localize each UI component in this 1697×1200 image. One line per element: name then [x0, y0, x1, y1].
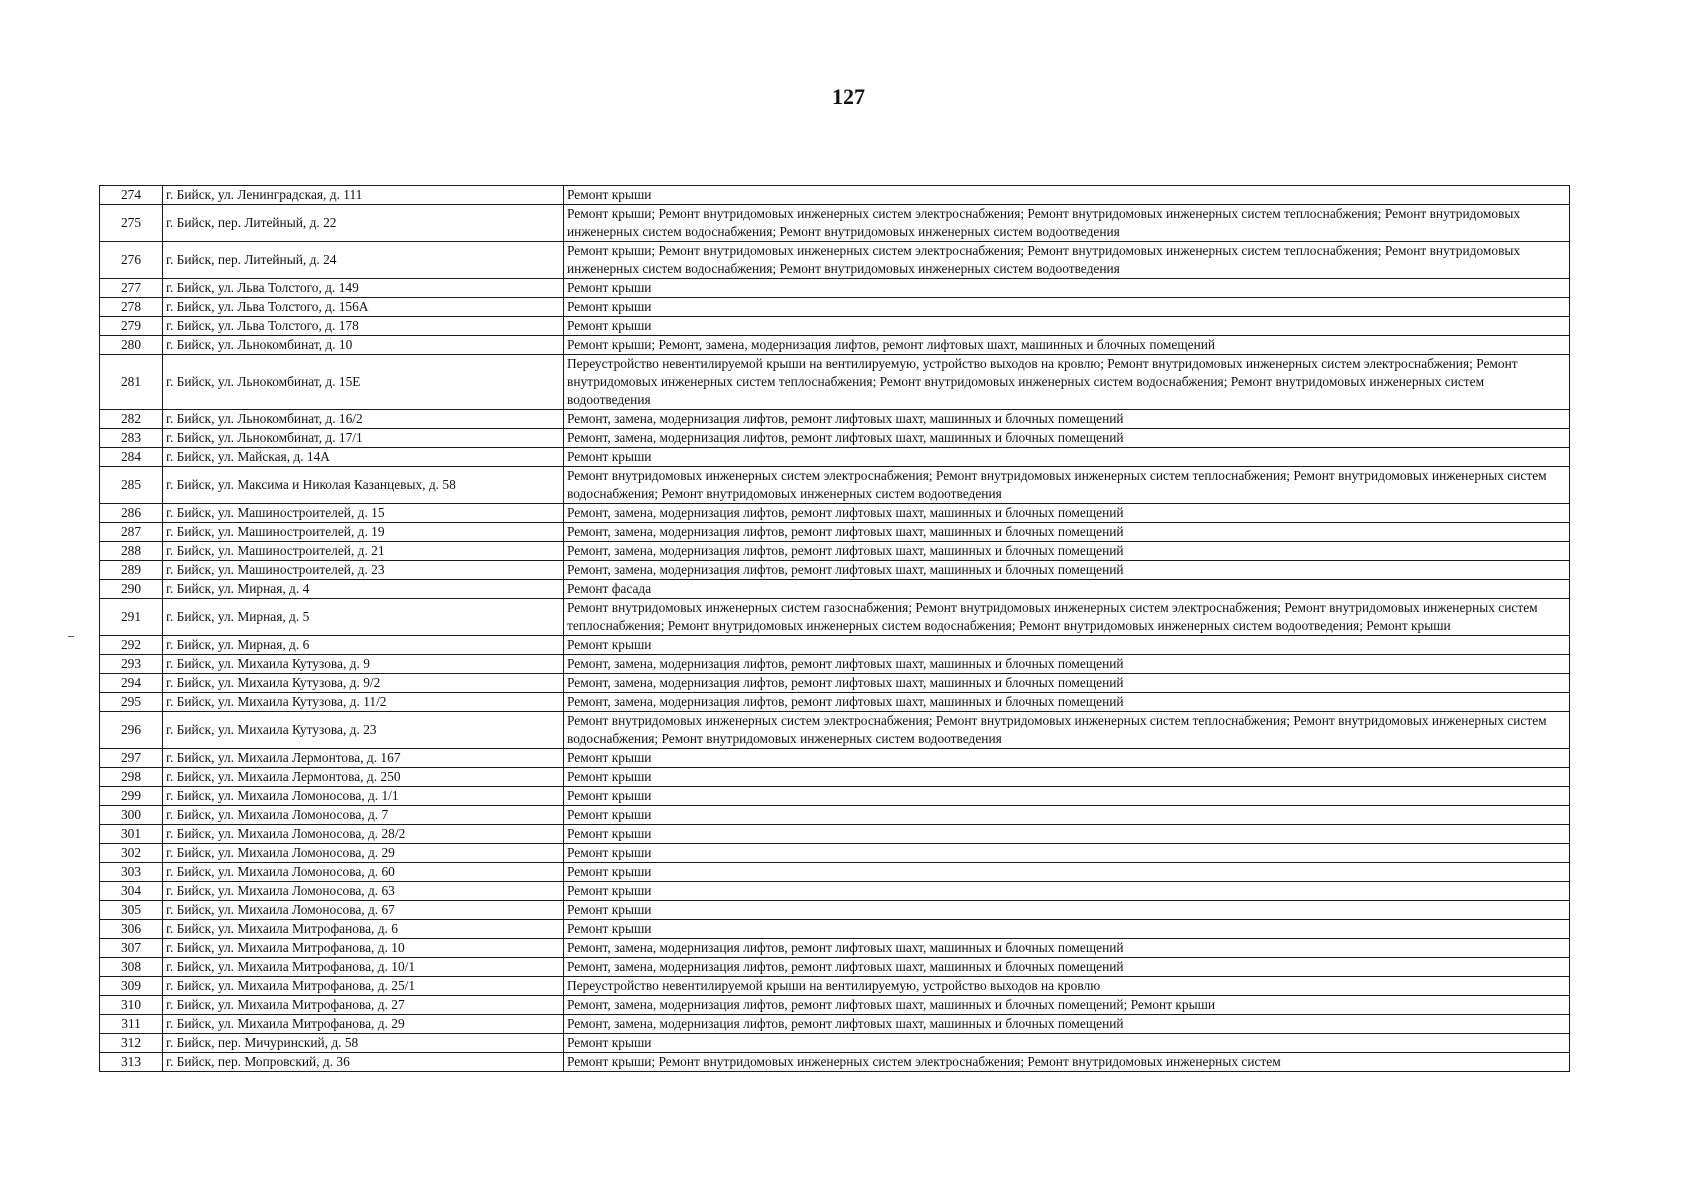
table-row: [100, 674, 1570, 693]
address-cell: г. Бийск, ул. Михаила Ломоносова, д. 67: [163, 901, 564, 920]
address-cell: г. Бийск, ул. Михаила Ломоносова, д. 28/2: [163, 825, 564, 844]
address-cell: г. Бийск, ул. Машиностроителей, д. 21: [163, 542, 564, 561]
page-number: 127: [832, 84, 865, 109]
row-number-cell: 312: [100, 1034, 163, 1053]
table-row: [100, 882, 1570, 901]
table-row: [100, 768, 1570, 787]
table-row: [100, 996, 1570, 1015]
works-cell: Ремонт, замена, модернизация лифтов, ремонт лифтовых шахт, машинных и блочных помещений: [564, 561, 1570, 580]
row-number-cell: 305: [100, 901, 163, 920]
table-row: [100, 787, 1570, 806]
address-cell: г. Бийск, ул. Машиностроителей, д. 19: [163, 523, 564, 542]
row-number-cell: 304: [100, 882, 163, 901]
address-cell: г. Бийск, ул. Михаила Ломоносова, д. 60: [163, 863, 564, 882]
row-number-cell: 281: [100, 355, 163, 410]
works-cell: Ремонт, замена, модернизация лифтов, ремонт лифтовых шахт, машинных и блочных помещений: [564, 693, 1570, 712]
row-number-cell: 303: [100, 863, 163, 882]
table-row: [100, 939, 1570, 958]
table-row: [100, 410, 1570, 429]
works-cell: Ремонт крыши: [564, 749, 1570, 768]
works-cell: Ремонт крыши; Ремонт внутридомовых инженерных систем электроснабжения; Ремонт внутридомовых инженерных систем теплоснабжения; Ремонт внутридомовых инженерных систем водоснабжения; Ремонт внутридомовых инженерных систем водоотведения: [564, 205, 1570, 242]
works-cell: Ремонт, замена, модернизация лифтов, ремонт лифтовых шахт, машинных и блочных помещений: [564, 429, 1570, 448]
row-number-cell: 287: [100, 523, 163, 542]
works-cell: Ремонт крыши: [564, 806, 1570, 825]
table-row: [100, 655, 1570, 674]
row-number-cell: 297: [100, 749, 163, 768]
row-number-cell: 308: [100, 958, 163, 977]
works-cell: Ремонт, замена, модернизация лифтов, ремонт лифтовых шахт, машинных и блочных помещений: [564, 542, 1570, 561]
table-row: [100, 920, 1570, 939]
table-row: [100, 336, 1570, 355]
address-cell: г. Бийск, ул. Мирная, д. 5: [163, 599, 564, 636]
row-number-cell: 307: [100, 939, 163, 958]
works-cell: Ремонт крыши: [564, 863, 1570, 882]
row-number-cell: 306: [100, 920, 163, 939]
row-number-cell: 292: [100, 636, 163, 655]
table-row: [100, 636, 1570, 655]
works-cell: Переустройство невентилируемой крыши на вентилируемую, устройство выходов на кровлю: [564, 977, 1570, 996]
row-number-cell: 301: [100, 825, 163, 844]
table-row: [100, 448, 1570, 467]
row-number-cell: 288: [100, 542, 163, 561]
works-cell: Ремонт крыши: [564, 844, 1570, 863]
address-cell: г. Бийск, ул. Льнокомбинат, д. 17/1: [163, 429, 564, 448]
works-cell: Переустройство невентилируемой крыши на вентилируемую, устройство выходов на кровлю; Ремонт внутридомовых инженерных систем электроснабжения; Ремонт внутридомовых инженерных систем теплоснабжения; Ремонт внутридомовых инженерных систем водоснабжения; Ремонт внутридомовых инженерных систем водоотведения: [564, 355, 1570, 410]
address-cell: г. Бийск, ул. Михаила Ломоносова, д. 63: [163, 882, 564, 901]
address-cell: г. Бийск, ул. Михаила Митрофанова, д. 29: [163, 1015, 564, 1034]
address-cell: г. Бийск, ул. Льва Толстого, д. 178: [163, 317, 564, 336]
address-cell: г. Бийск, ул. Машиностроителей, д. 23: [163, 561, 564, 580]
address-cell: г. Бийск, ул. Михаила Кутузова, д. 23: [163, 712, 564, 749]
address-cell: г. Бийск, ул. Михаила Митрофанова, д. 10/1: [163, 958, 564, 977]
row-number-cell: 309: [100, 977, 163, 996]
address-cell: г. Бийск, пер. Мопровский, д. 36: [163, 1053, 564, 1072]
row-number-cell: 300: [100, 806, 163, 825]
works-cell: Ремонт крыши: [564, 1034, 1570, 1053]
table-row: [100, 317, 1570, 336]
works-cell: Ремонт, замена, модернизация лифтов, ремонт лифтовых шахт, машинных и блочных помещений: [564, 504, 1570, 523]
works-cell: Ремонт крыши: [564, 787, 1570, 806]
table-row: [100, 806, 1570, 825]
table-row: [100, 561, 1570, 580]
scan-artifact-mark: [68, 636, 74, 637]
works-cell: Ремонт крыши: [564, 920, 1570, 939]
row-number-cell: 311: [100, 1015, 163, 1034]
address-cell: г. Бийск, ул. Машиностроителей, д. 15: [163, 504, 564, 523]
row-number-cell: 302: [100, 844, 163, 863]
works-cell: Ремонт крыши: [564, 279, 1570, 298]
table-row: [100, 542, 1570, 561]
works-cell: Ремонт, замена, модернизация лифтов, ремонт лифтовых шахт, машинных и блочных помещений: [564, 523, 1570, 542]
table-row: [100, 298, 1570, 317]
table-row: [100, 1053, 1570, 1072]
table-row: [100, 205, 1570, 242]
table-row: [100, 1034, 1570, 1053]
works-cell: Ремонт крыши: [564, 448, 1570, 467]
works-cell: Ремонт крыши: [564, 768, 1570, 787]
works-cell: Ремонт, замена, модернизация лифтов, ремонт лифтовых шахт, машинных и блочных помещений: [564, 410, 1570, 429]
works-cell: Ремонт, замена, модернизация лифтов, ремонт лифтовых шахт, машинных и блочных помещений: [564, 674, 1570, 693]
row-number-cell: 296: [100, 712, 163, 749]
address-cell: г. Бийск, пер. Литейный, д. 24: [163, 242, 564, 279]
row-number-cell: 274: [100, 186, 163, 205]
address-cell: г. Бийск, ул. Льва Толстого, д. 156А: [163, 298, 564, 317]
row-number-cell: 284: [100, 448, 163, 467]
works-cell: Ремонт крыши: [564, 317, 1570, 336]
works-cell: Ремонт внутридомовых инженерных систем электроснабжения; Ремонт внутридомовых инженерных систем теплоснабжения; Ремонт внутридомовых инженерных систем водоснабжения; Ремонт внутридомовых инженерных систем водоотведения: [564, 467, 1570, 504]
table-row: [100, 279, 1570, 298]
row-number-cell: 279: [100, 317, 163, 336]
table-row: [100, 693, 1570, 712]
row-number-cell: 275: [100, 205, 163, 242]
address-cell: г. Бийск, ул. Мирная, д. 4: [163, 580, 564, 599]
works-cell: Ремонт, замена, модернизация лифтов, ремонт лифтовых шахт, машинных и блочных помещений: [564, 1015, 1570, 1034]
row-number-cell: 310: [100, 996, 163, 1015]
table-row: [100, 467, 1570, 504]
address-cell: г. Бийск, ул. Ленинградская, д. 111: [163, 186, 564, 205]
works-cell: Ремонт внутридомовых инженерных систем электроснабжения; Ремонт внутридомовых инженерных систем теплоснабжения; Ремонт внутридомовых инженерных систем водоснабжения; Ремонт внутридомовых инженерных систем водоотведения: [564, 712, 1570, 749]
row-number-cell: 294: [100, 674, 163, 693]
table-row: [100, 712, 1570, 749]
table-row: [100, 977, 1570, 996]
table-row: [100, 580, 1570, 599]
address-cell: г. Бийск, ул. Михаила Лермонтова, д. 250: [163, 768, 564, 787]
address-cell: г. Бийск, ул. Михаила Ломоносова, д. 7: [163, 806, 564, 825]
table-row: [100, 844, 1570, 863]
table-row: [100, 1015, 1570, 1034]
works-cell: Ремонт крыши; Ремонт внутридомовых инженерных систем электроснабжения; Ремонт внутридомовых инженерных систем: [564, 1053, 1570, 1072]
address-cell: г. Бийск, ул. Майская, д. 14А: [163, 448, 564, 467]
row-number-cell: 280: [100, 336, 163, 355]
address-cell: г. Бийск, ул. Михаила Митрофанова, д. 25/1: [163, 977, 564, 996]
table-row: [100, 523, 1570, 542]
address-cell: г. Бийск, пер. Литейный, д. 22: [163, 205, 564, 242]
works-cell: Ремонт, замена, модернизация лифтов, ремонт лифтовых шахт, машинных и блочных помещений: [564, 655, 1570, 674]
address-cell: г. Бийск, ул. Михаила Ломоносова, д. 1/1: [163, 787, 564, 806]
row-number-cell: 313: [100, 1053, 163, 1072]
row-number-cell: 293: [100, 655, 163, 674]
table-row: [100, 599, 1570, 636]
table-row: [100, 355, 1570, 410]
works-cell: Ремонт, замена, модернизация лифтов, ремонт лифтовых шахт, машинных и блочных помещений: [564, 958, 1570, 977]
register-body: [100, 186, 1570, 1072]
row-number-cell: 277: [100, 279, 163, 298]
row-number-cell: 289: [100, 561, 163, 580]
repair-register-table: [99, 185, 1570, 1072]
table-row: [100, 749, 1570, 768]
works-cell: Ремонт крыши; Ремонт внутридомовых инженерных систем электроснабжения; Ремонт внутридомовых инженерных систем теплоснабжения; Ремонт внутридомовых инженерных систем водоснабжения; Ремонт внутридомовых инженерных систем водоотведения: [564, 242, 1570, 279]
row-number-cell: 285: [100, 467, 163, 504]
address-cell: г. Бийск, ул. Михаила Митрофанова, д. 6: [163, 920, 564, 939]
works-cell: Ремонт крыши: [564, 882, 1570, 901]
row-number-cell: 286: [100, 504, 163, 523]
row-number-cell: 291: [100, 599, 163, 636]
address-cell: г. Бийск, ул. Льнокомбинат, д. 15Е: [163, 355, 564, 410]
table-row: [100, 504, 1570, 523]
row-number-cell: 290: [100, 580, 163, 599]
table-row: [100, 958, 1570, 977]
row-number-cell: 299: [100, 787, 163, 806]
table-row: [100, 825, 1570, 844]
address-cell: г. Бийск, ул. Михаила Кутузова, д. 9: [163, 655, 564, 674]
works-cell: Ремонт, замена, модернизация лифтов, ремонт лифтовых шахт, машинных и блочных помещений; Ремонт крыши: [564, 996, 1570, 1015]
address-cell: г. Бийск, ул. Михаила Лермонтова, д. 167: [163, 749, 564, 768]
row-number-cell: 283: [100, 429, 163, 448]
works-cell: Ремонт, замена, модернизация лифтов, ремонт лифтовых шахт, машинных и блочных помещений: [564, 939, 1570, 958]
address-cell: г. Бийск, ул. Льнокомбинат, д. 10: [163, 336, 564, 355]
address-cell: г. Бийск, ул. Михаила Митрофанова, д. 27: [163, 996, 564, 1015]
table-row: [100, 429, 1570, 448]
row-number-cell: 295: [100, 693, 163, 712]
address-cell: г. Бийск, ул. Льнокомбинат, д. 16/2: [163, 410, 564, 429]
works-cell: Ремонт крыши: [564, 636, 1570, 655]
address-cell: г. Бийск, ул. Михаила Кутузова, д. 11/2: [163, 693, 564, 712]
works-cell: Ремонт крыши: [564, 825, 1570, 844]
works-cell: Ремонт крыши; Ремонт, замена, модернизация лифтов, ремонт лифтовых шахт, машинных и блочных помещений: [564, 336, 1570, 355]
row-number-cell: 278: [100, 298, 163, 317]
works-cell: Ремонт крыши: [564, 186, 1570, 205]
address-cell: г. Бийск, ул. Льва Толстого, д. 149: [163, 279, 564, 298]
table-row: [100, 863, 1570, 882]
works-cell: Ремонт внутридомовых инженерных систем газоснабжения; Ремонт внутридомовых инженерных систем электроснабжения; Ремонт внутридомовых инженерных систем теплоснабжения; Ремонт внутридомовых инженерных систем водоснабжения; Ремонт внутридомовых инженерных систем водоотведения; Ремонт крыши: [564, 599, 1570, 636]
table-row: [100, 242, 1570, 279]
address-cell: г. Бийск, ул. Михаила Митрофанова, д. 10: [163, 939, 564, 958]
row-number-cell: 282: [100, 410, 163, 429]
table-row: [100, 186, 1570, 205]
address-cell: г. Бийск, ул. Михаила Кутузова, д. 9/2: [163, 674, 564, 693]
address-cell: г. Бийск, ул. Максима и Николая Казанцевых, д. 58: [163, 467, 564, 504]
row-number-cell: 276: [100, 242, 163, 279]
table-row: [100, 901, 1570, 920]
works-cell: Ремонт фасада: [564, 580, 1570, 599]
works-cell: Ремонт крыши: [564, 298, 1570, 317]
address-cell: г. Бийск, пер. Мичуринский, д. 58: [163, 1034, 564, 1053]
works-cell: Ремонт крыши: [564, 901, 1570, 920]
row-number-cell: 298: [100, 768, 163, 787]
address-cell: г. Бийск, ул. Михаила Ломоносова, д. 29: [163, 844, 564, 863]
address-cell: г. Бийск, ул. Мирная, д. 6: [163, 636, 564, 655]
